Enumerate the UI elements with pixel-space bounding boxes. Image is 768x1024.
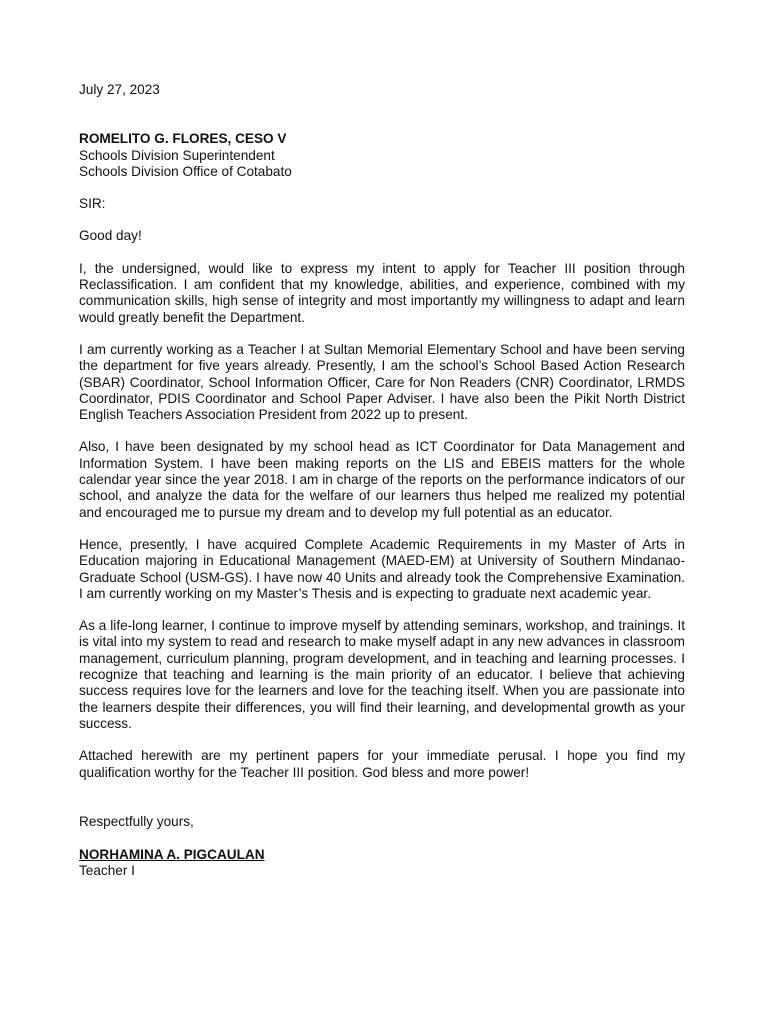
letter-page xyxy=(79,82,685,880)
paragraph-intent: I, the undersigned, would like to express my intent to apply for Teacher III position through Reclassification. I am confident that my knowledge, abilities, and experience, combined with my communication skills, high sense of integrity and most importantly my willingness to adapt and learn would greatly benefit the Department. xyxy=(79,260,685,325)
recipient-office: Schools Division Office of Cotabato xyxy=(79,163,292,179)
paragraph-current-work: I am currently working as a Teacher I at Sultan Memorial Elementary School and have been serving the department for five years already. Presently, I am the school’s School Based Action Research (SBAR) Coordinator, School Information Officer, Care for Non Readers (CNR) Coordinator, LRMDS Coordinator, PDIS Coordinator and School Paper Adviser. I have also been the Pikit North District English Teachers Association President from 2022 up to present. xyxy=(79,341,685,423)
signatory-title: Teacher I xyxy=(79,863,135,879)
closing: Respectfully yours, xyxy=(79,813,194,829)
recipient-block xyxy=(79,131,685,180)
greeting: Good day! xyxy=(79,228,142,244)
paragraph-attachments: Attached herewith are my pertinent papers for your immediate perusal. I hope you find my qualification worthy for the Teacher III position. God bless and more power! xyxy=(79,748,685,780)
paragraph-education: Hence, presently, I have acquired Complete Academic Requirements in my Master of Arts in Education majoring in Educational Management (MAED-EM) at University of Southern Mindanao- Graduate School (USM-GS). I have now 40 Units and already took the Comprehensive Examination. I am currently working on my Master’s Thesis and is expecting to graduate next academic year. xyxy=(79,536,685,601)
recipient-title: Schools Division Superintendent xyxy=(79,147,275,163)
recipient-name: ROMELITO G. FLORES, CESO V xyxy=(79,131,287,147)
paragraph-ict-coordinator: Also, I have been designated by my school head as ICT Coordinator for Data Management and Information System. I have been making reports on the LIS and EBEIS matters for the whole calendar year since the year 2018. I am in charge of the reports on the performance indicators of our school, and analyze the data for the welfare of our learners thus helped me realized my potential and encouraged me to pursue my dream and to develop my full potential as an educator. xyxy=(79,439,685,520)
signature-block xyxy=(79,847,685,880)
salutation: SIR: xyxy=(79,196,106,212)
signatory-name: NORHAMINA A. PIGCAULAN xyxy=(79,847,265,863)
paragraph-lifelong-learning: As a life-long learner, I continue to improve myself by attending seminars, workshop, and trainings. It is vital into my system to read and research to make myself adapt in any new advances in classroom management, curriculum planning, program development, and in teaching and learning processes. I recognize that teaching and learning is the main priority of an educator. I believe that achieving success requires love for the learners and love for the teaching itself. When you are passionate into the learners despite their differences, you will find their learning, and developmental growth as your success. xyxy=(79,618,685,731)
letter-date: July 27, 2023 xyxy=(79,82,160,97)
